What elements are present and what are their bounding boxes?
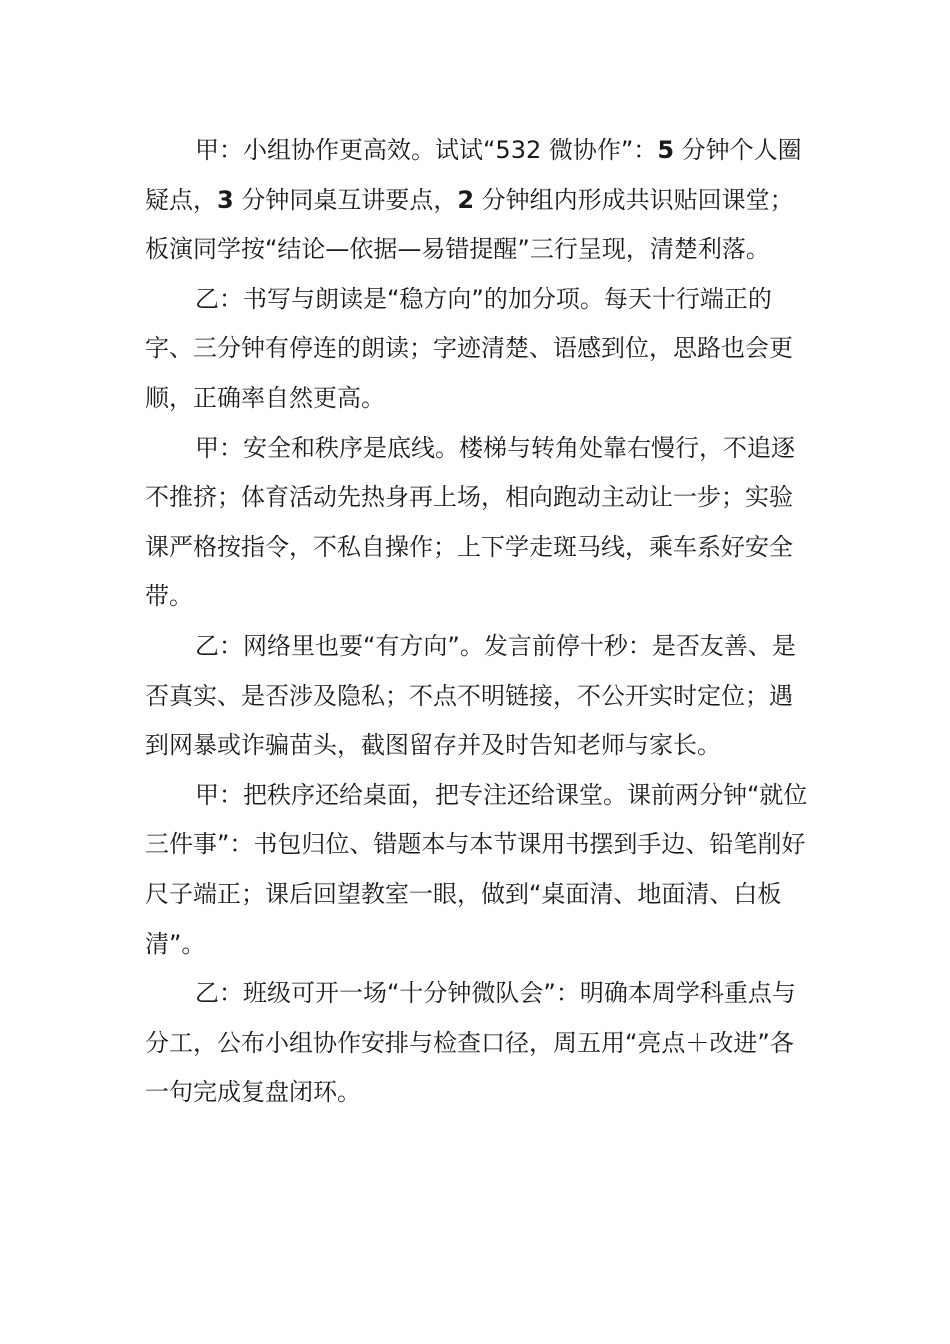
- paragraph-text: ：网络里也要“有方向”。发言前停十秒：是否友善、是否真实、是否涉及隐私；不点不明链接，不公开实时定位；遇到网暴或诈骗苗头，截图留存并及时告知老师与家长。: [145, 631, 796, 760]
- paragraph-2: [145, 275, 810, 424]
- paragraph-text: ：小组协作更高效。试试“532 微协作”：: [219, 136, 658, 164]
- speaker-label: 乙: [195, 979, 219, 1008]
- paragraph-text: 分钟同桌互讲要点，: [233, 185, 458, 214]
- paragraph-text: ：把秩序还给桌面，把专注还给课堂。课前两分钟“就位三件事”：书包归位、错题本与本节课用书摆到手边、铅笔削好尺子端正；课后回望教室一眼，做到“桌面清、地面清、白板清”。: [145, 780, 808, 958]
- number-bold: 3: [217, 185, 234, 214]
- speaker-label: 甲: [195, 433, 219, 462]
- paragraph-text: ：班级可开一场“十分钟微队会”：明确本周学科重点与分工，公布小组协作安排与检查口径，周五用“亮点＋改进”各一句完成复盘闭环。: [145, 979, 796, 1107]
- speaker-label: 乙: [195, 631, 219, 660]
- speaker-label: 乙: [195, 284, 219, 313]
- paragraph-text: 分钟组内形成共识贴回课堂；板演同学按“结论—依据—易错提醒”三行呈现，清楚利落。: [145, 185, 794, 264]
- paragraph-1: [145, 126, 810, 275]
- dialogue-text: [145, 126, 810, 1118]
- paragraph-6: [145, 969, 810, 1118]
- number-bold: 5: [657, 136, 675, 164]
- paragraph-3: [145, 424, 810, 622]
- number-bold: 2: [457, 185, 475, 214]
- paragraph-text: ：安全和秩序是底线。楼梯与转角处靠右慢行，不追逐不推挤；体育活动先热身再上场，相向跑动主动让一步；实验课严格按指令，不私自操作；上下学走斑马线，乘车系好安全带。: [145, 433, 795, 611]
- paragraph-text: 分钟个人圈疑点，: [145, 136, 802, 214]
- speaker-label: 甲: [195, 780, 219, 809]
- paragraph-4: [145, 622, 810, 771]
- paragraph-text: ：书写与朗读是“稳方向”的加分项。每天十行端正的字、三分钟有停连的朗读；字迹清楚、语感到位，思路也会更顺，正确率自然更高。: [145, 284, 793, 412]
- paragraph-5: [145, 771, 810, 969]
- speaker-label: 甲: [195, 136, 219, 164]
